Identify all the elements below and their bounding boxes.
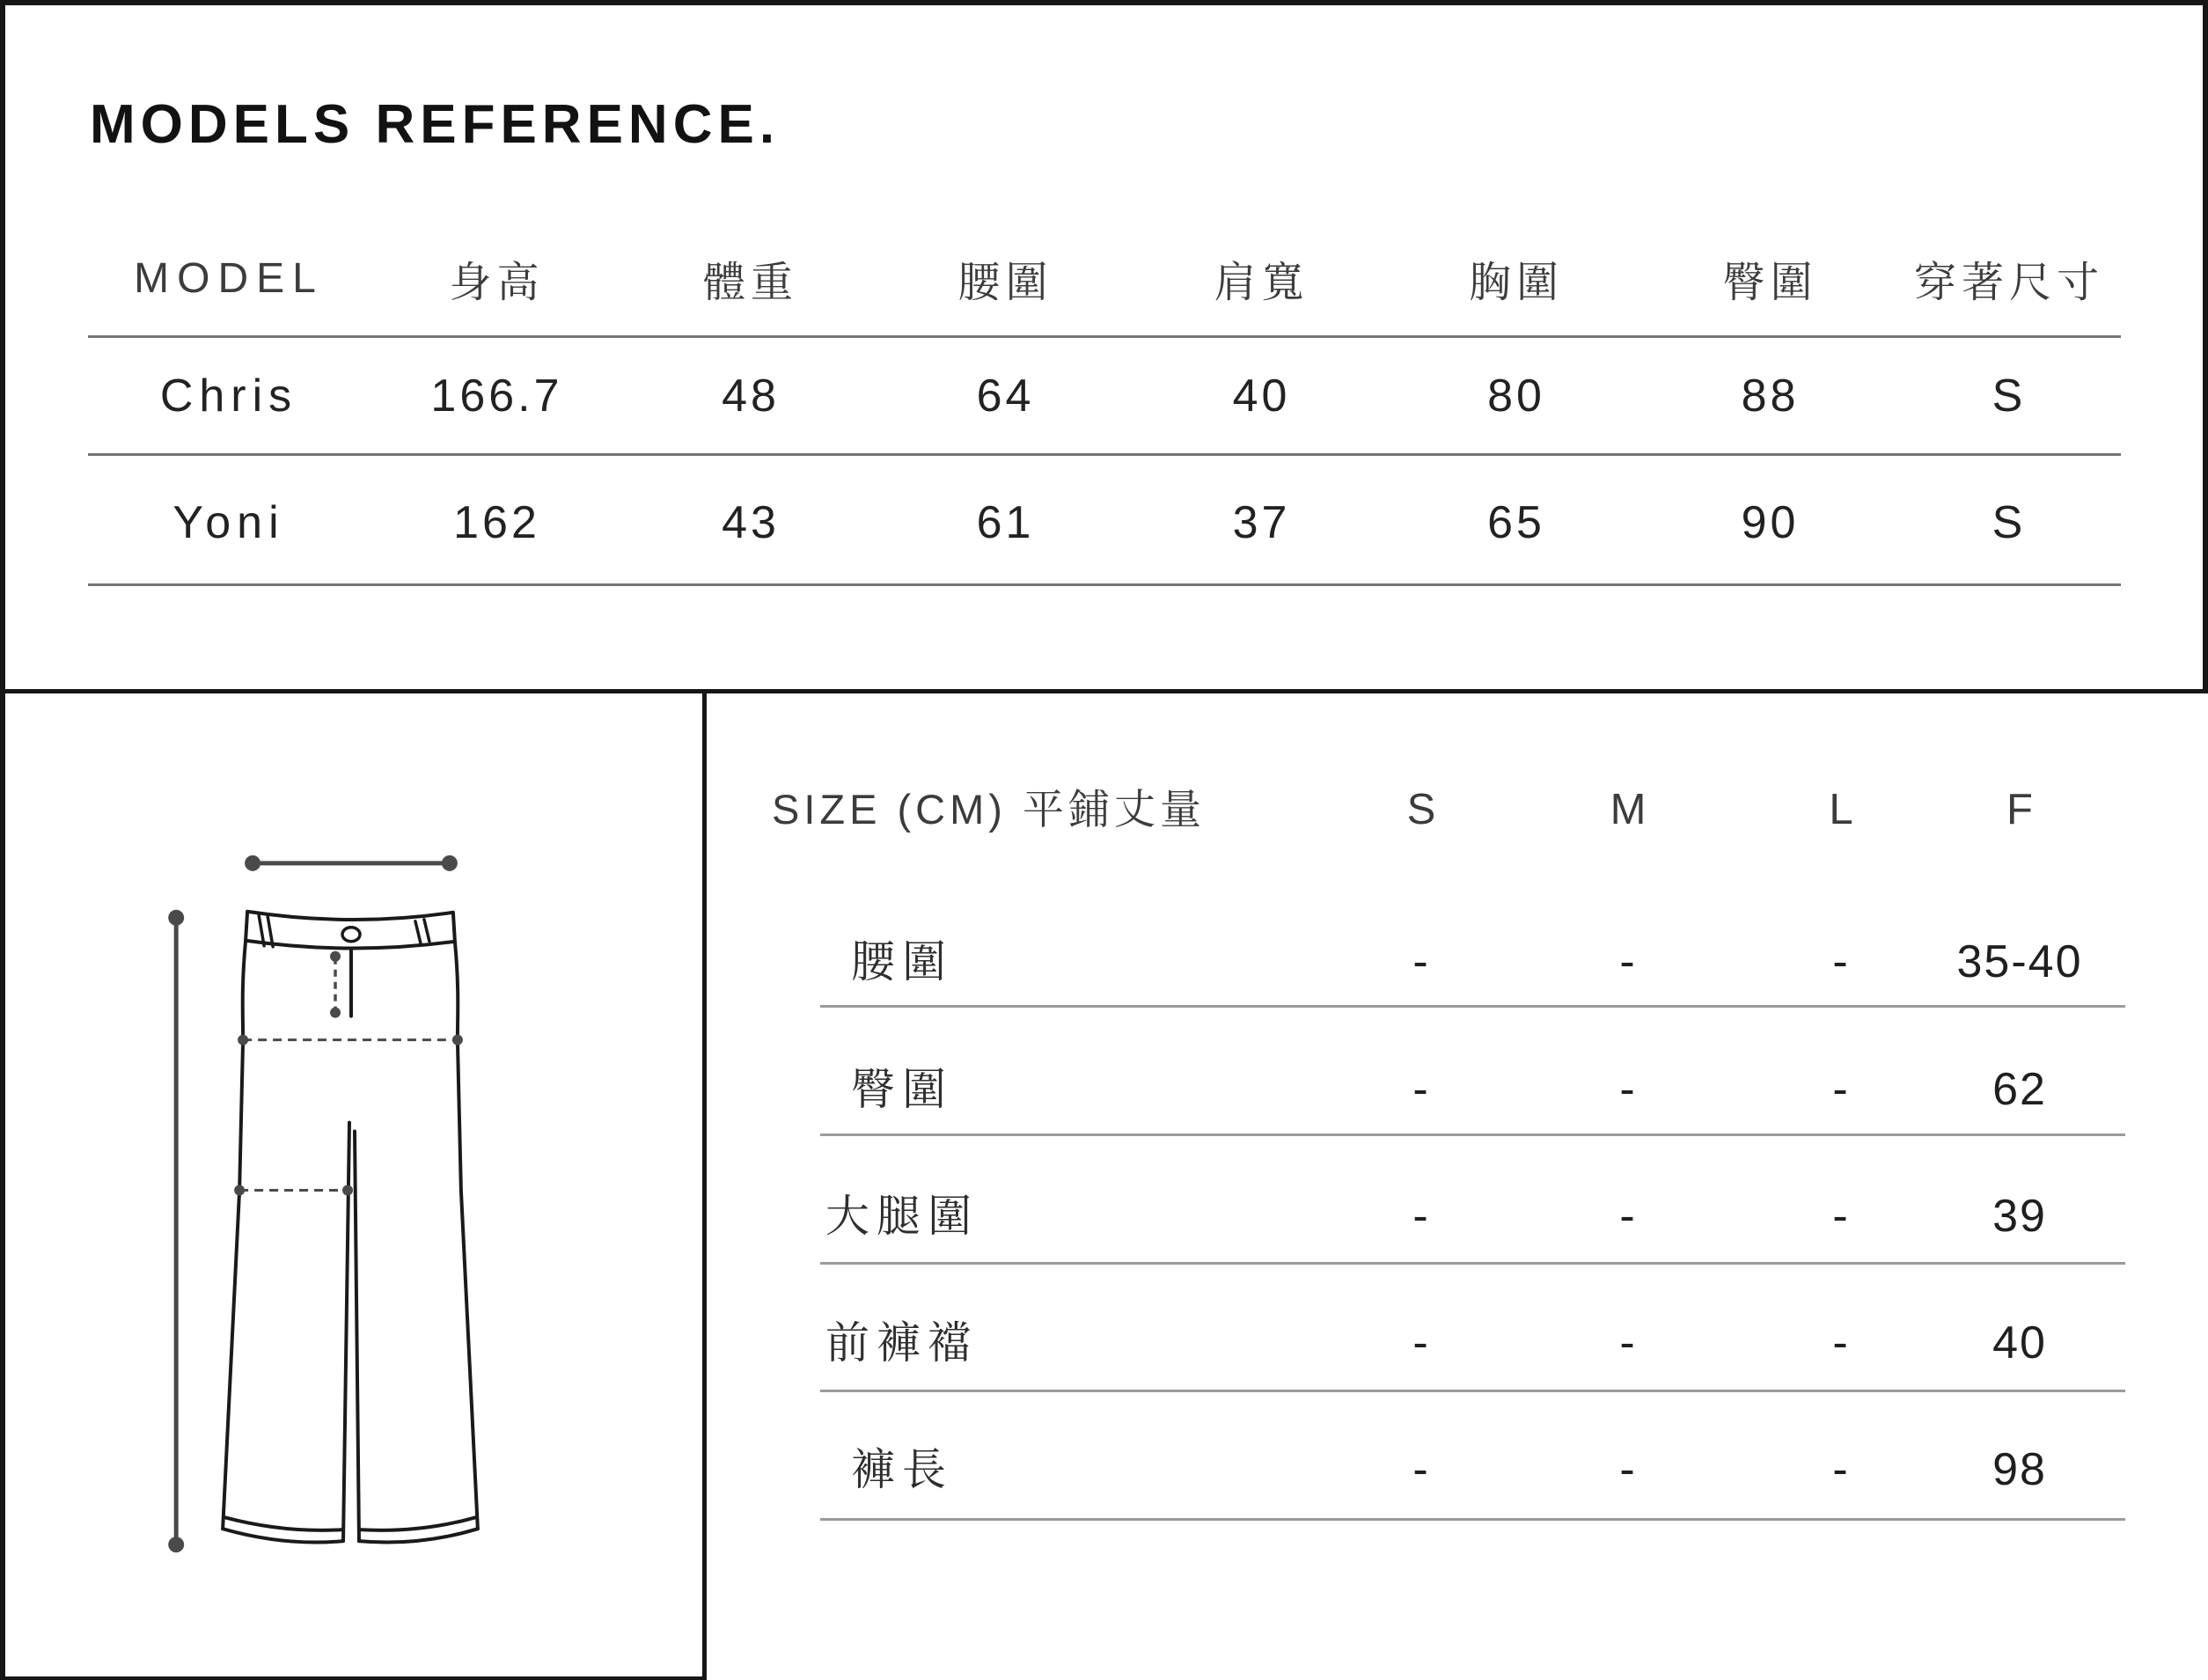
column-header-weight: 體重 [702,259,798,306]
size-value: 98 [1992,1444,2047,1495]
table-rule [820,1262,2125,1265]
column-header-wearing-size: 穿著尺寸 [1913,259,2104,306]
size-column-f: F [2006,786,2033,833]
size-value: - [1619,1191,1637,1242]
size-row-label-front-rise: 前褲襠 [825,1318,979,1368]
model-waist: 61 [976,497,1035,548]
size-value: - [1412,1064,1430,1115]
table-rule [820,1133,2125,1136]
size-column-l: L [1829,786,1853,833]
size-value: 40 [1992,1317,2047,1368]
size-value: - [1832,936,1850,987]
pants-outline-drawing [5,693,702,1676]
size-row-label-pant-length: 褲長 [851,1445,953,1494]
size-value: - [1619,1444,1637,1495]
size-value: - [1619,936,1637,987]
table-rule [820,1518,2125,1521]
size-value: 35-40 [1956,936,2083,987]
size-row-label-thigh: 大腿圍 [825,1192,979,1241]
size-value: 39 [1992,1191,2047,1242]
size-value: - [1412,936,1430,987]
model-weight: 43 [722,497,780,548]
table-rule [88,453,2121,456]
table-rule [820,1005,2125,1008]
pants-outline [223,912,478,1543]
model-shoulder: 40 [1232,370,1291,422]
model-chest: 80 [1487,370,1545,422]
model-chest: 65 [1487,497,1545,548]
column-header-hip: 臀圍 [1722,259,1818,306]
model-shoulder: 37 [1232,497,1291,548]
size-row-label-hip: 臀圍 [851,1065,953,1114]
model-height: 162 [453,497,540,548]
size-column-s: S [1406,786,1436,833]
table-rule [88,583,2121,586]
model-wearing-size: S [1992,497,2027,548]
size-table-title: SIZE (CM) 平鋪丈量 [772,786,1206,833]
size-value: - [1619,1064,1637,1115]
size-value: - [1412,1317,1430,1368]
model-hip: 90 [1741,497,1800,548]
model-height: 166.7 [430,370,563,422]
size-value: - [1832,1191,1850,1242]
size-column-m: M [1610,786,1647,833]
models-reference-table [88,0,2121,689]
size-value: - [1619,1317,1637,1368]
table-rule [820,1390,2125,1392]
column-header-shoulder: 肩寬 [1214,259,1309,306]
size-row-label-waist: 腰圍 [851,937,953,987]
page-title: MODELS REFERENCE. [90,94,781,155]
size-value: - [1832,1444,1850,1495]
models-table-header-row [88,245,2121,312]
model-name: Chris [159,370,298,422]
column-header-chest: 胸圍 [1468,259,1564,306]
size-value: - [1832,1317,1850,1368]
table-row [88,340,2121,452]
model-name: Yoni [172,497,285,548]
belt-loop-right [415,920,429,943]
size-table-panel [707,693,2208,1680]
column-header-height: 身高 [449,259,545,306]
size-value: - [1412,1191,1430,1242]
model-waist: 64 [976,370,1035,422]
column-header-waist: 腰圍 [957,259,1053,306]
size-value: 62 [1992,1064,2047,1115]
table-rule [88,335,2121,338]
size-value: - [1832,1064,1850,1115]
model-wearing-size: S [1992,370,2027,422]
measure-guides [168,855,463,1552]
table-row [88,461,2121,584]
waist-button [342,928,360,942]
model-hip: 88 [1741,370,1800,422]
column-header-model: MODEL [134,254,324,302]
model-weight: 48 [722,370,780,422]
pants-diagram-panel [5,693,702,1676]
size-value: - [1412,1444,1430,1495]
